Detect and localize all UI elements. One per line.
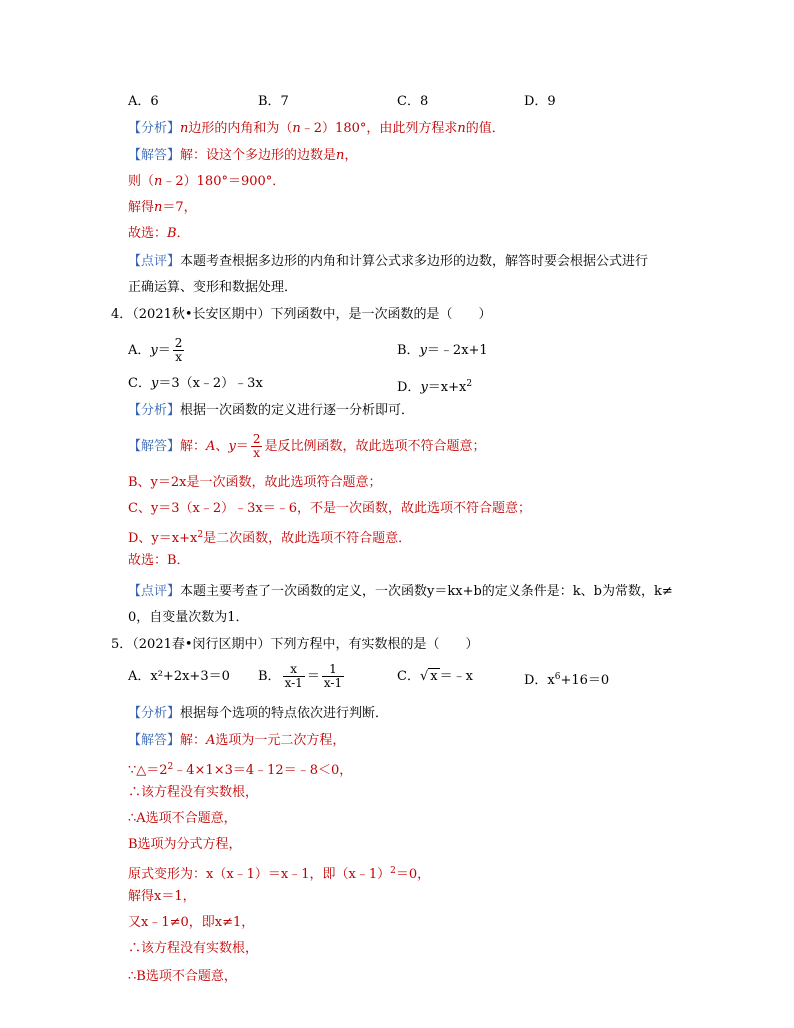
solution-tag: 【解答】: [128, 733, 181, 748]
q4-option-a: A．y＝ $\frac{2}{x}$: [128, 336, 183, 364]
q4-option-d: D．$y=x+x^2$: [397, 379, 473, 395]
q5-solution-line-4: ∴A选项不合题意，: [128, 811, 237, 826]
q4-comment-line-2: 0，自变量次数为1．: [128, 610, 249, 625]
q5-solution-line-9: ∴该方程没有实数根，: [128, 941, 259, 956]
q5-solution-line-3: ∴该方程没有实数根，: [128, 785, 259, 800]
q4-analysis: 【分析】根据一次函数的定义进行逐一分析即可．: [128, 403, 415, 418]
q3-solution-line-4: 故选：B．: [128, 226, 190, 241]
solution-tag: 【解答】: [128, 148, 181, 163]
q3-option-a: A．6: [128, 94, 159, 109]
q3-option-c: C．8: [397, 94, 429, 109]
q5-solution-line-2: $\because\triangle=2^2﹣4\times 1\times 3=4﹣12=﹣8<0$，: [128, 762, 353, 778]
q3-comment-line-2: 正确运算、变形和数据处理．: [128, 280, 298, 295]
q5-option-b: B． $\frac{x}{x-1}$ ＝ $\frac{1}{x-1}$: [258, 662, 343, 690]
q4-solution-line-1: 【解答】解：A、y＝ $\frac{2}{x}$ 是反比例函数，故此选项不符合题意；: [128, 432, 486, 460]
comment-tag: 【点评】: [128, 584, 181, 599]
q4-solution-line-3: C、y＝3（x﹣2）﹣3x＝﹣6，不是一次函数，故此选项不符合题意；: [128, 501, 532, 516]
comment-tag: 【点评】: [128, 254, 181, 269]
q5-solution-line-8: 又x﹣1≠0，即x≠1，: [128, 915, 255, 930]
q3-analysis: 【分析】n边形的内角和为（n﹣2）180°，由此列方程求n的值．: [128, 121, 505, 136]
q3-option-d: D．9: [524, 94, 556, 109]
q3-comment-line-1: 【点评】本题考查根据多边形的内角和计算公式求多边形的边数，解答时要会根据公式进行: [128, 254, 649, 269]
q3-option-b: B．7: [258, 94, 289, 109]
q4-stem: 4．（2021秋•长安区期中）下列函数中，是一次函数的是（ ）: [111, 307, 492, 322]
q5-solution-line-1: 【解答】解：A选项为一元二次方程，: [128, 733, 346, 748]
q5-stem: 5．（2021春•闵行区期中）下列方程中，有实数根的是（ ）: [111, 637, 479, 652]
solution-tag: 【解答】: [128, 439, 181, 454]
q4-solution-line-4: D、$y=x+x^2$是二次函数，故此选项不符合题意．: [128, 530, 412, 546]
q4-comment-line-1: 【点评】本题主要考查了一次函数的定义，一次函数y＝kx+b的定义条件是：k、b为常数，k≠: [128, 584, 673, 599]
q5-solution-line-10: ∴B选项不合题意，: [128, 969, 237, 984]
q4-solution-line-5: 故选：B．: [128, 553, 190, 568]
q3-solution-line-3: 解得n＝7，: [128, 200, 197, 215]
analysis-tag: 【分析】: [128, 403, 181, 418]
analysis-tag: 【分析】: [128, 121, 181, 136]
q5-solution-line-6: 原式变形为：x（x﹣1）＝x﹣1，即（x﹣1）$^2$＝0，: [128, 866, 431, 882]
q4-solution-line-2: B、y＝2x是一次函数，故此选项符合题意；: [128, 475, 382, 490]
q4-option-b: B．y＝﹣2x+1: [397, 343, 488, 358]
q4-option-c: C．y＝3（x﹣2）﹣3x: [128, 376, 263, 391]
q5-solution-line-5: B选项为分式方程，: [128, 837, 242, 852]
analysis-tag: 【分析】: [128, 706, 181, 721]
q3-solution-line-1: 【解答】解：设这个多边形的边数是n，: [128, 148, 358, 163]
q5-analysis: 【分析】根据每个选项的特点依次进行判断．: [128, 706, 389, 721]
q5-solution-line-7: 解得x＝1，: [128, 889, 196, 904]
q3-solution-line-2: 则（n﹣2）180°＝900°．: [128, 174, 286, 189]
q5-option-d: D．$x^6+16=0$: [524, 672, 610, 688]
q5-option-c: C．√ x ＝﹣x: [397, 669, 473, 684]
q5-option-a: A．x²+2x+3＝0: [128, 669, 230, 684]
